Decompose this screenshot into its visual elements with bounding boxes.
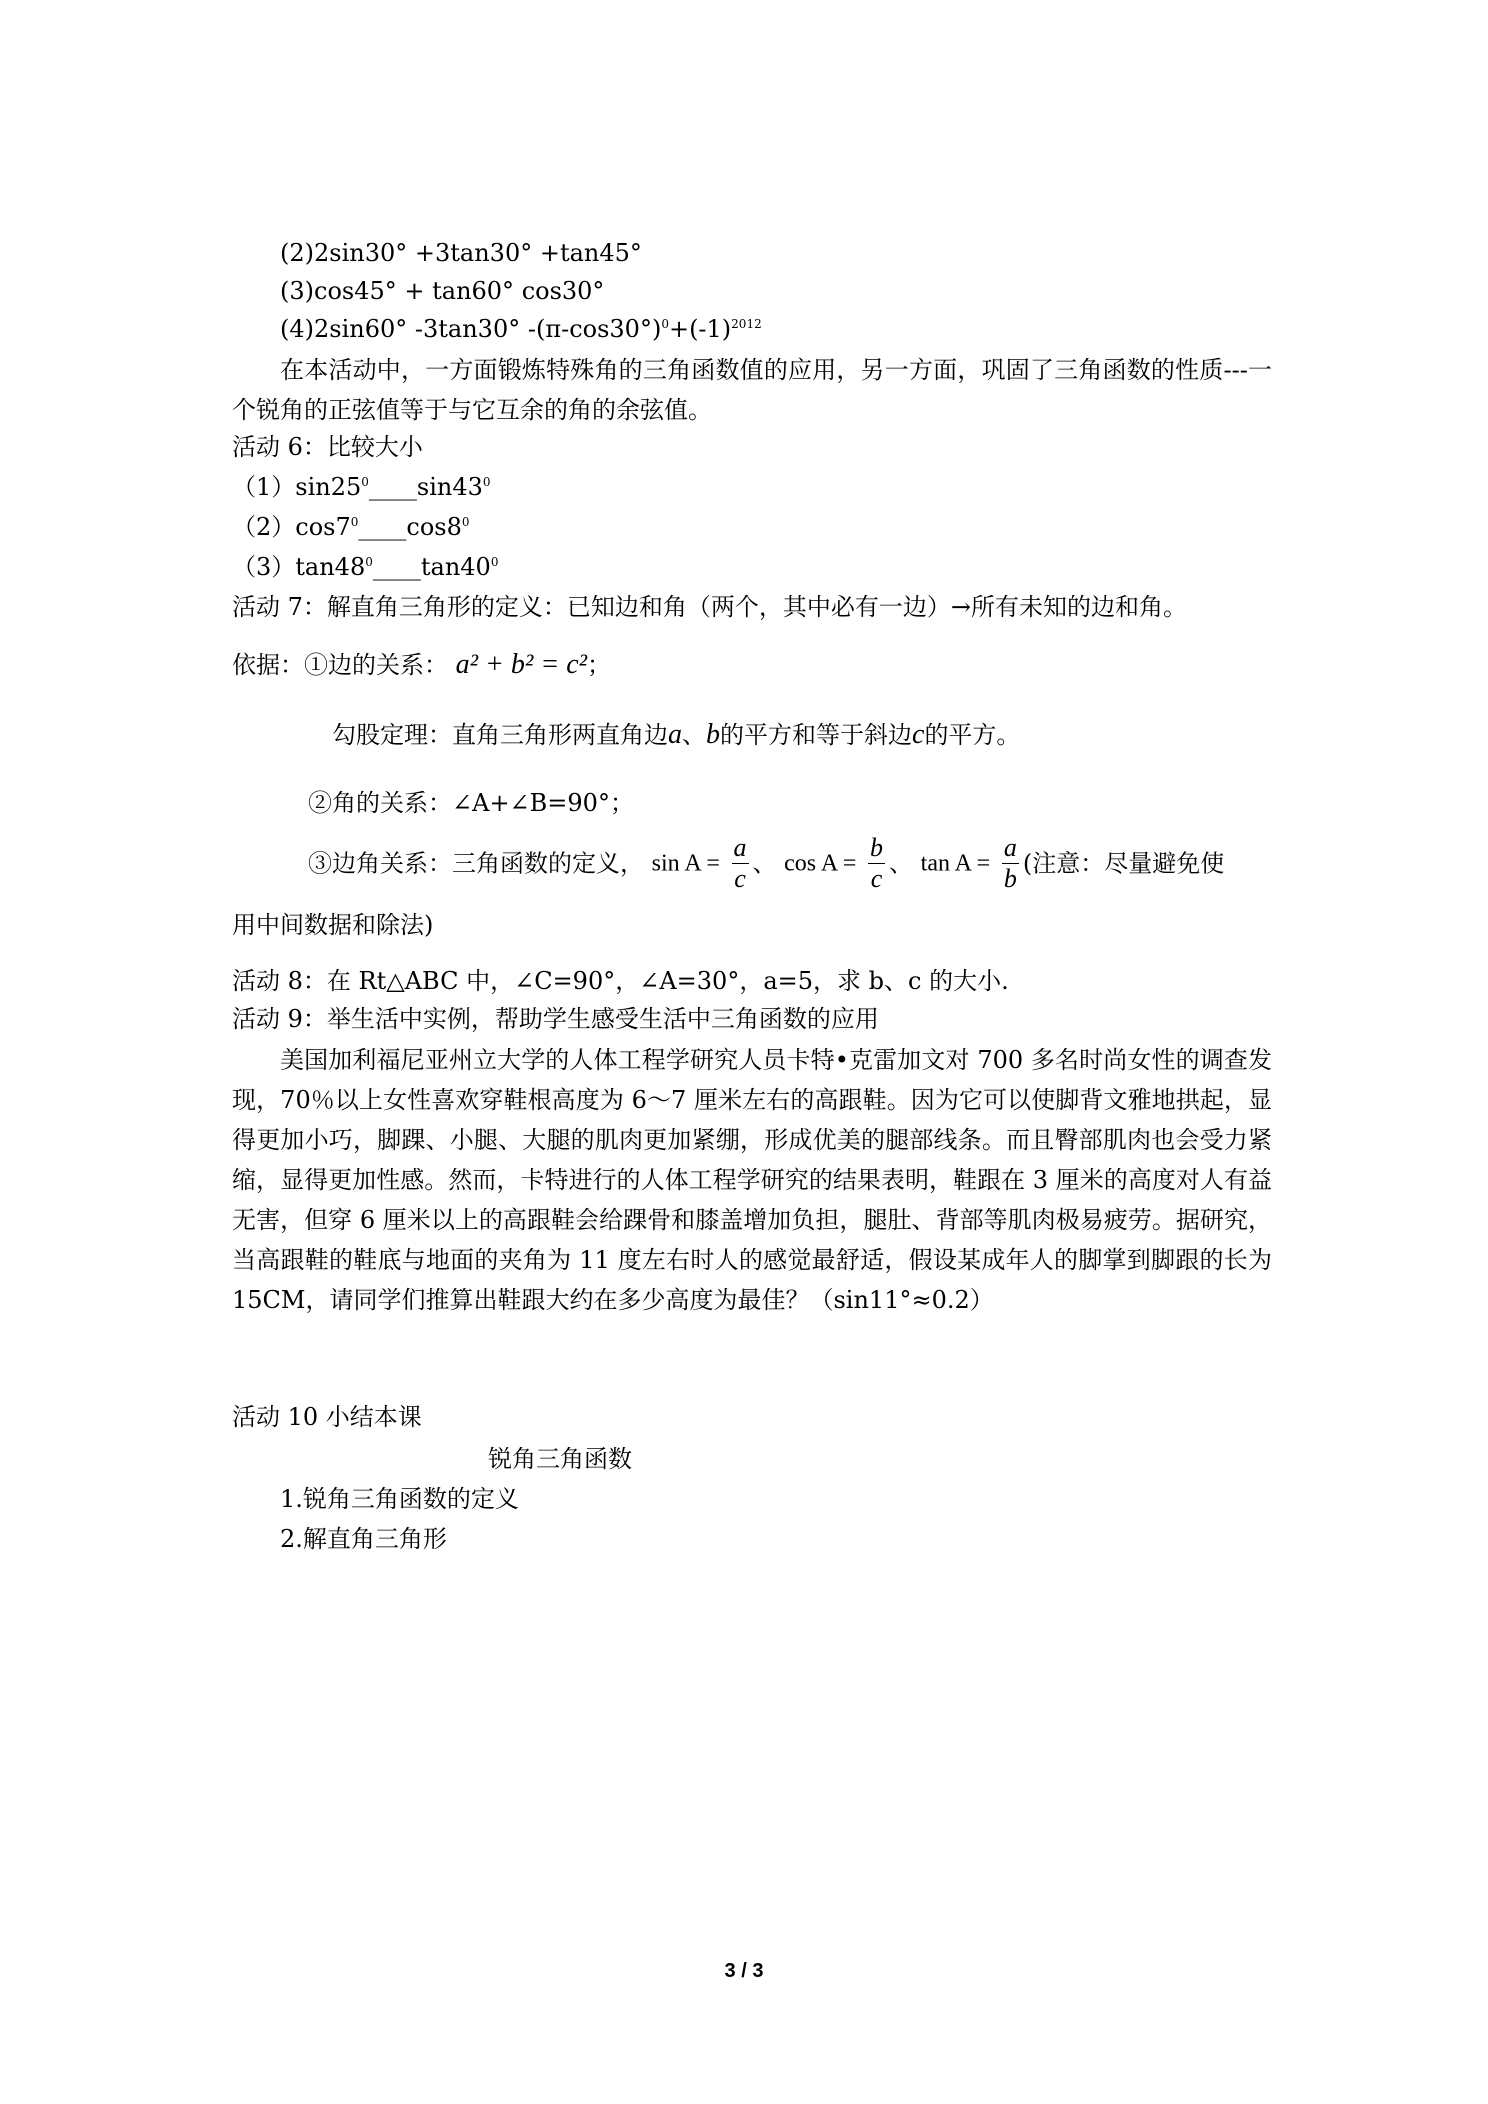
- summary-point-2: 2.解直角三角形: [280, 1525, 447, 1553]
- summary-paragraph: 在本活动中，一方面锻炼特殊角的三角函数值的应用，另一方面，巩固了三角函数的性质---一个锐角的正弦值等于与它互余的角的余弦值。: [232, 356, 1272, 424]
- summary-heading: 锐角三角函数: [488, 1445, 632, 1473]
- angle-relation: ②角的关系：∠A+∠B=90°；: [308, 789, 634, 817]
- compare-3: $(3)\tan 48^0\_\_\_\_\tan 40^0$: [232, 553, 499, 581]
- activity6-title: 活动 6：比较大小: [232, 433, 423, 461]
- fraction-b-over-c: $\frac{b}{c}$: [870, 833, 884, 893]
- compare-1: $(1)\sin 25^0\_\_\_\_\sin 43^0$: [232, 473, 491, 501]
- item-4: (4)2sin60° -3tan30° $-(\pi-\cos 30^\circ)^0+(-1)^{2012}$: [280, 315, 762, 343]
- fraction-a-over-b: $\frac{a}{b}$: [1003, 833, 1017, 893]
- page-number: 3 / 3: [724, 1960, 764, 1982]
- edge-angle-relation: ③边角关系：三角函数的定义， sin A = $\frac{a}{c}$ 、 cos A = $\frac{b}{c}$ 、 tan A = $\frac{a}{b}$ (注意：尽量避免使: [308, 833, 1225, 893]
- basis-line: 依据：①边的关系： a² + b² = c²；: [232, 649, 612, 680]
- note-continuation: 用中间数据和除法): [232, 911, 434, 939]
- compare-2: $(2)\cos 7^0\_\_\_\_\cos 8^0$: [232, 513, 470, 541]
- activity8: 活动 8：在 Rt△ABC 中，∠C=90°，∠A=30°，a=5，求 b、c 的大小.: [232, 967, 1009, 995]
- pythagorean-formula: a² + b² = c²: [455, 649, 588, 680]
- activity9-paragraph: 美国加利福尼亚州立大学的人体工程学研究人员卡特•克雷加文对 700 多名时尚女性的调查发现，70％以上女性喜欢穿鞋根高度为 6～7 厘米左右的高跟鞋。因为它可以使脚背文雅地拱起，显得更加小巧，脚踝、小腿、大腿的肌肉更加紧绷，形成优美的腿部线条。而且臀部肌肉也会受力紧缩，显得更加性感。然而，卡特进行的人体工程学研究的结果表明，鞋跟在 3 厘米的高度对人有益无害，但穿 6 厘米以上的高跟鞋会给踝骨和膝盖增加负担，腿肚、背部等肌肉极易疲劳。据研究，当高跟鞋的鞋底与地面的夹角为 11 度左右时人的感觉最舒适，假设某成年人的脚掌到脚跟的长为 15CM，请同学们推算出鞋跟大约在多少高度为最佳？（sin11°≈0.2）: [232, 1046, 1272, 1314]
- activity7-title: 活动 7：解直角三角形的定义：已知边和角（两个，其中必有一边）→所有未知的边和角。: [232, 593, 1188, 621]
- item-3: (3)cos45° + tan60° cos30°: [280, 277, 605, 305]
- activity10-title: 活动 10 小结本课: [232, 1403, 422, 1431]
- summary-point-1: 1.锐角三角函数的定义: [280, 1485, 519, 1513]
- activity9-title: 活动 9：举生活中实例，帮助学生感受生活中三角函数的应用: [232, 1005, 879, 1033]
- fraction-a-over-c: $\frac{a}{c}$: [733, 833, 747, 893]
- item-2: (2)2sin30° +3tan30° +tan45°: [280, 239, 642, 267]
- gougu-line: 勾股定理：直角三角形两直角边a、b的平方和等于斜边c的平方。: [332, 719, 1021, 750]
